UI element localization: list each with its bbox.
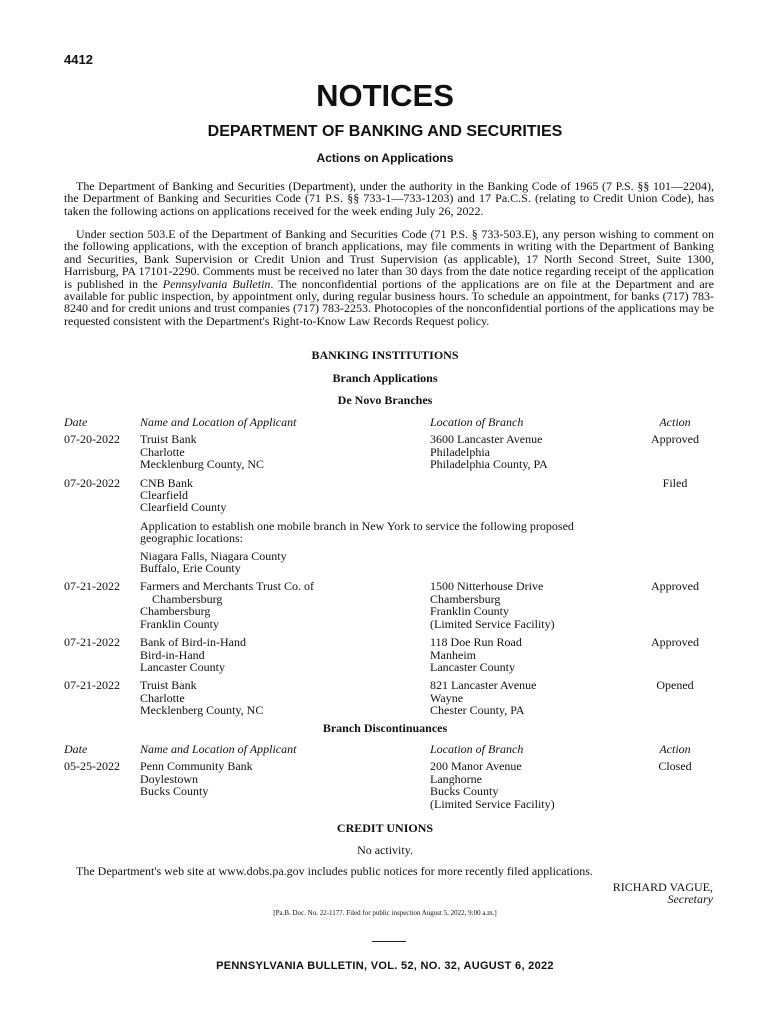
row-date: 07-21-2022: [64, 678, 120, 693]
header-location: Location of Branch: [430, 742, 524, 756]
page-number: 4412: [64, 52, 93, 67]
row-applicant: [140, 636, 430, 679]
location-line: Philadelphia: [430, 444, 490, 459]
applicant-line: Clearfield: [140, 488, 188, 503]
discontinuances-table: [64, 743, 714, 816]
location-line: 1500 Nitterhouse Drive: [430, 579, 544, 594]
row-branch-location: [430, 636, 636, 679]
header-action: Action: [659, 415, 691, 429]
location-line: Lancaster County: [430, 659, 515, 674]
location-line: Franklin County: [430, 604, 510, 619]
location-line: Wayne: [430, 690, 464, 705]
applicant-line: Truist Bank: [140, 432, 197, 447]
location-line: Chambersburg: [430, 591, 501, 606]
applicant-line: Penn Community Bank: [140, 759, 253, 774]
cnb-note: [140, 520, 714, 550]
location-line: Bucks County: [430, 784, 499, 799]
table-row: [64, 433, 714, 476]
row-applicant: [140, 580, 430, 636]
row-branch-location: [430, 679, 636, 722]
applicant-line: Bank of Bird-in-Hand: [140, 635, 246, 650]
location-line: (Limited Service Facility): [430, 616, 555, 631]
signature-block: [613, 881, 713, 906]
applicant-line: Charlotte: [140, 444, 185, 459]
location-line: 118 Doe Run Road: [430, 635, 522, 650]
applicant-line: Franklin County: [140, 616, 220, 631]
table-row: [64, 580, 714, 636]
signatory-name: RICHARD VAGUE,: [612, 880, 713, 894]
credit-unions-heading: CREDIT UNIONS: [336, 821, 434, 835]
applicant-line: Bird-in-Hand: [140, 647, 205, 662]
page-footer: PENNSYLVANIA BULLETIN, VOL. 52, NO. 32, AUGUST 6, 2022: [216, 960, 554, 972]
website-note: The Department's web site at www.dobs.pa.gov includes public notices for more recently filed applications.: [76, 864, 593, 878]
header-date: Date: [64, 742, 88, 756]
publication-name: Pennsylvania Bulletin: [162, 276, 271, 291]
location-line: Philadelphia County, PA: [430, 457, 548, 472]
applicant-line: Lancaster County: [140, 659, 225, 674]
row-date: 05-25-2022: [64, 759, 120, 774]
intro-paragraph: The Department of Banking and Securities (Department), under the authority in the Banking Code of 1965 (7 P.S. §§ 101—2204), the Department of Banking and Securities Code (71 P.S. §§ 733-1—733-1203) and 17 Pa.C.S. (relating to Credit Union Code), has taken the following actions on applications received for the week ending July 26, 2022.: [64, 179, 714, 218]
applicant-line: Chambersburg: [152, 591, 223, 606]
row-action: Filed: [662, 475, 688, 490]
location-line: Langhorne: [430, 771, 482, 786]
applicant-line: Truist Bank: [140, 678, 197, 693]
row-date: 07-21-2022: [64, 635, 120, 650]
header-name: Name and Location of Applicant: [140, 415, 297, 429]
cnb-locations-row: [64, 550, 714, 581]
location-line: (Limited Service Facility): [430, 796, 555, 811]
row-date: 07-20-2022: [64, 432, 120, 447]
row-action: Approved: [651, 579, 699, 594]
cnb-location-line: Niagara Falls, Niagara County: [140, 548, 287, 563]
row-action: Opened: [656, 678, 694, 693]
department-heading: DEPARTMENT OF BANKING AND SECURITIES: [207, 123, 563, 140]
banking-heading: BANKING INSTITUTIONS: [311, 348, 459, 362]
cnb-location-line: Buffalo, Erie County: [140, 561, 241, 576]
location-line: 3600 Lancaster Avenue: [430, 432, 543, 447]
applicant-line: Clearfield County: [140, 500, 227, 515]
row-action: Approved: [651, 432, 699, 447]
row-branch-location: [430, 433, 636, 476]
cnb-note-row: [64, 520, 714, 550]
table-header-row: [64, 416, 714, 433]
row-action: Closed: [658, 759, 692, 774]
header-location: Location of Branch: [430, 415, 524, 429]
applicant-line: Mecklenberg County, NC: [140, 703, 264, 718]
table-header-row: [64, 743, 714, 760]
section-title: NOTICES: [316, 78, 454, 113]
cnb-locations: [140, 550, 714, 581]
header-action: Action: [659, 742, 691, 756]
applicant-line: Bucks County: [140, 784, 209, 799]
row-date: 07-21-2022: [64, 579, 120, 594]
location-line: 821 Lancaster Avenue: [430, 678, 537, 693]
signatory-title: Secretary: [667, 892, 713, 907]
row-branch-location: [430, 477, 636, 520]
table-row: [64, 679, 714, 722]
credit-unions-text: No activity.: [357, 843, 413, 857]
location-line: Chester County, PA: [430, 703, 525, 718]
location-line: Manheim: [430, 647, 476, 662]
row-applicant: [140, 760, 430, 816]
applicant-line: Mecklenburg County, NC: [140, 457, 264, 472]
footer-divider: [372, 941, 406, 942]
header-name: Name and Location of Applicant: [140, 742, 297, 756]
table-row: [64, 636, 714, 679]
document-filing-note: [Pa.B. Doc. No. 22-1177. Filed for public inspection August 5, 2022, 9:00 a.m.]: [273, 909, 497, 917]
de-novo-heading: De Novo Branches: [337, 393, 433, 407]
table-row: [64, 477, 714, 520]
applicant-line: Charlotte: [140, 690, 185, 705]
comment-paragraph: [64, 228, 714, 327]
row-date: 07-20-2022: [64, 475, 120, 490]
branch-applications-heading: Branch Applications: [332, 371, 438, 385]
comment-paragraph-part1: Under section 503.E of the Department of Banking and Securities Code (71 P.S. § 733-503.E), any person wishing to comment on the following applications, with the exception of branch applications, may file comments in writing with the Department of Banking and Securities, Bank Supervision or Credit Union and Trust Supervision (as applicable), 17 North Second Street, Suite 1300, Harrisburg, PA 17101-2290. Comments must be received no later than 30 days from the date notice regarding receipt of the application is published in the: [64, 227, 714, 291]
row-action: Approved: [651, 635, 699, 650]
row-applicant: [140, 433, 430, 476]
row-branch-location: [430, 580, 636, 636]
cnb-note-text: Application to establish one mobile branch in New York to service the following proposed geographic locations:: [140, 518, 574, 546]
row-applicant: [140, 477, 430, 520]
row-branch-location: [430, 760, 636, 816]
applicant-line: CNB Bank: [140, 475, 194, 490]
de-novo-table: [64, 416, 714, 723]
applicant-line: Chambersburg: [140, 604, 211, 619]
header-date: Date: [64, 415, 88, 429]
location-line: 200 Manor Avenue: [430, 759, 522, 774]
row-applicant: [140, 679, 430, 722]
discontinuances-heading: Branch Discontinuances: [322, 721, 448, 735]
applicant-line: Farmers and Merchants Trust Co. of: [140, 579, 314, 594]
comment-paragraph-part2: . The nonconfidential portions of the applications are on file at the Department and are available for public inspection, by appointment only, during regular business hours. To schedule an appointment, for banks (717) 783-8240 and for credit unions and trust companies (717) 783-2253. Photocopies of the nonconfidential portions of the applications may be requested consistent with the Department's Right-to-Know Law Records Request policy.: [64, 276, 714, 328]
table-row: [64, 760, 714, 816]
applicant-line: Doylestown: [140, 771, 198, 786]
subtitle: Actions on Applications: [316, 151, 454, 165]
